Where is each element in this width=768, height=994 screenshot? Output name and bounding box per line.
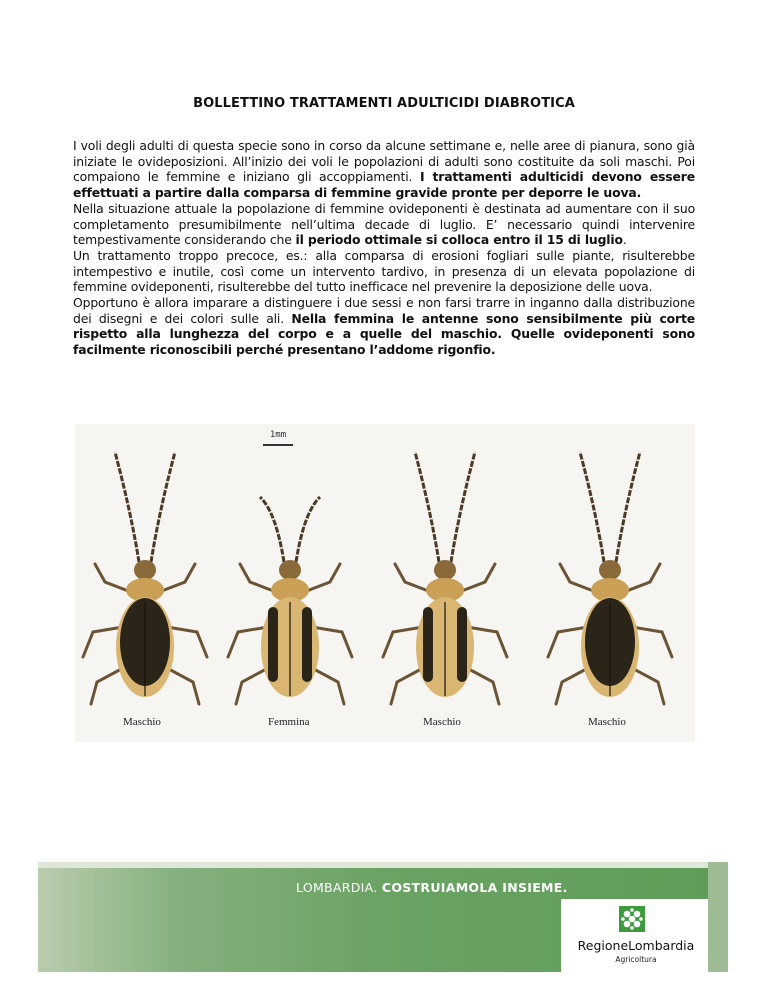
beetle-maschio-illustration (70, 442, 220, 712)
beetle-maschio-illustration (535, 442, 685, 712)
footer-banner-top-strip (38, 862, 728, 868)
logo-name: RegioneLombardia (577, 938, 695, 953)
paragraph (73, 201, 695, 248)
paragraph-text: Un trattamento troppo precoce, es.: alla comparsa di erosioni fogliari sulle piante, risulterebbe intempestivo e inutile, così come un intervento tardivo, in presenza di un elevata popolazione di femmine ovideponenti, risulterebbe del tutto inefficace nel prevenire la deposizione delle uova. (73, 247, 695, 295)
beetle-caption: Maschio (423, 716, 461, 728)
bold-text: Nella femmina le antenne sono sensibilmente più corte rispetto alla lunghezza del corpo e a quelle del maschio. Quelle ovideponenti sono facilmente riconoscibili perché presentano l’addome rigonfio. (73, 310, 695, 358)
scale-label: 1mm (269, 430, 287, 440)
footer-banner-right-strip (708, 862, 728, 972)
paragraph-text: I voli degli adulti di questa specie sono in corso da alcune settimane e, nelle aree di pianura, sono già iniziate le ovideposizioni. All’inizio dei voli le popolazioni di adulti sono costituite da soli maschi. Poi compaiono le femmine e iniziano gli accoppiamenti. (73, 138, 695, 185)
bold-text: il periodo ottimale si colloca entro il 15 di luglio (295, 232, 623, 248)
bold-text: I trattamenti adulticidi devono essere effettuati a partire dalla comparsa di femmine gravide pronte per deporre le uova. (73, 169, 695, 201)
footer-slogan (296, 880, 568, 895)
beetle-femmina-illustration (215, 442, 365, 712)
paragraph-text: Nella situazione attuale la popolazione di femmine ovideponenti è destinata ad aumentare con il suo completamento presumibilmente nell’ultima decade di luglio. E’ necessario quindi intervenire tempestivamente considerando che (73, 200, 695, 248)
beetle-caption: Maschio (123, 716, 161, 728)
document-title: BOLLETTINO TRATTAMENTI ADULTICIDI DIABROTICA (193, 96, 575, 111)
slogan-bold: COSTRUIAMOLA INSIEME. (381, 880, 568, 895)
paragraph (73, 295, 695, 358)
logo-subtitle: Agricoltura (615, 955, 657, 964)
beetle-figure (75, 424, 695, 742)
paragraph (73, 248, 695, 295)
beetle-caption: Maschio (588, 716, 626, 728)
paragraph (73, 138, 695, 201)
slogan-regular: LOMBARDIA. (296, 880, 382, 895)
document-body (73, 138, 695, 358)
paragraph-text: . (622, 232, 627, 248)
beetle-caption: Femmina (268, 716, 310, 728)
rosa-camuna-logo-icon (619, 906, 645, 932)
beetle-maschio-illustration (370, 442, 520, 712)
paragraph-text: Opportuno è allora imparare a distinguere i due sessi e non farsi trarre in inganno dalla distribuzione dei disegni e dei colori sulle ali. (73, 295, 695, 326)
